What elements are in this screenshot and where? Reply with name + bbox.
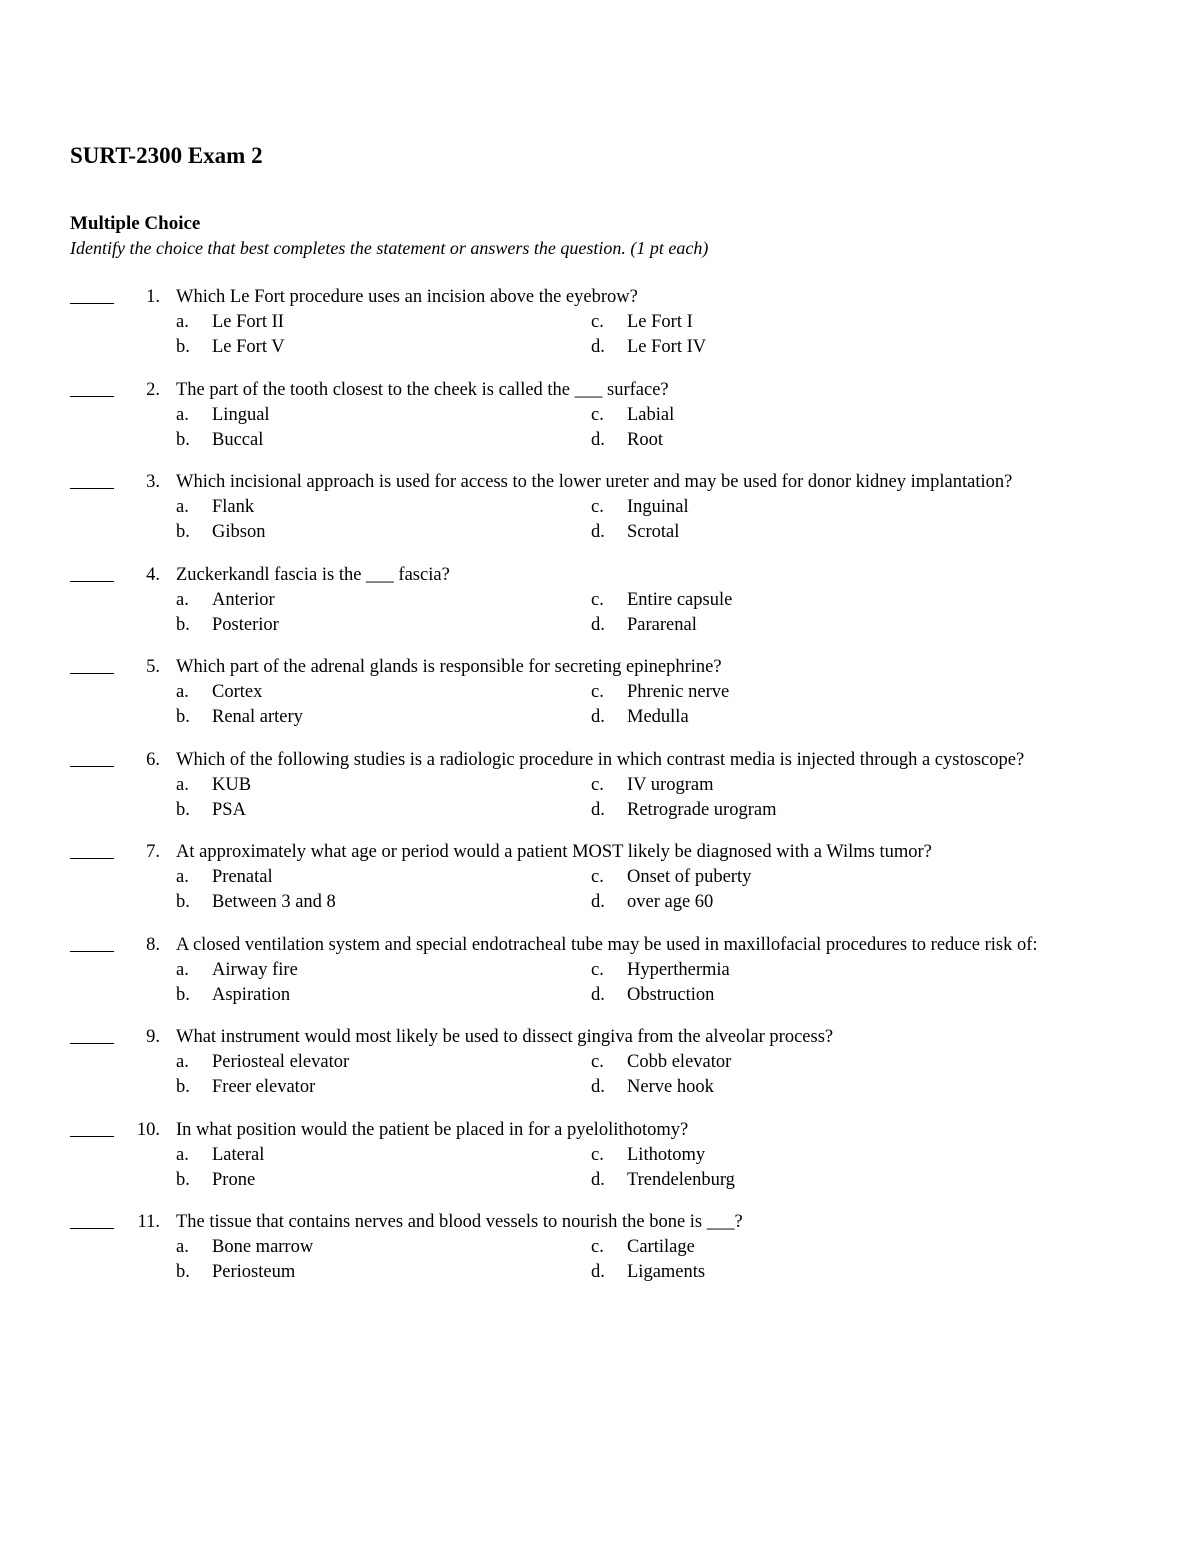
option-text: Periosteal elevator: [212, 1052, 350, 1072]
question-text: Which part of the adrenal glands is responsible for secreting epinephrine?: [176, 657, 722, 677]
option-text: Periosteum: [212, 1262, 296, 1282]
option-text: Cortex: [212, 682, 263, 702]
option-letter: b.: [176, 892, 190, 912]
option-letter: b.: [176, 1077, 190, 1097]
answer-blank[interactable]: [70, 470, 114, 489]
option-a: [176, 1143, 264, 1168]
option-letter: d.: [591, 337, 605, 357]
option-letter: a.: [176, 497, 189, 517]
option-c: [591, 1050, 731, 1075]
option-text: Between 3 and 8: [212, 892, 336, 912]
option-letter: b.: [176, 1262, 190, 1282]
option-text: Le Fort V: [212, 337, 285, 357]
option-a: [176, 495, 254, 520]
question-11: [0, 1210, 1200, 1285]
option-text: Labial: [627, 404, 675, 425]
answer-options: [176, 1050, 1200, 1100]
option-letter: c.: [591, 1052, 604, 1072]
option-c: [591, 495, 689, 520]
option-c: [591, 310, 693, 335]
option-text: PSA: [212, 799, 246, 820]
question-10: [0, 1118, 1200, 1193]
instructions: Identify the choice that best completes the statement or answers the question. (1 pt each): [70, 238, 709, 258]
question-number: 1.: [146, 287, 160, 307]
question-number: 2.: [146, 379, 160, 400]
option-d: [591, 335, 706, 360]
answer-options: [176, 773, 1200, 823]
option-letter: a.: [176, 589, 189, 610]
option-d: [591, 983, 714, 1008]
option-letter: b.: [176, 429, 190, 450]
option-letter: a.: [176, 312, 189, 332]
question-2: [0, 378, 1200, 453]
option-letter: d.: [591, 1262, 605, 1282]
question-1: [0, 285, 1200, 360]
question-number: 9.: [146, 1027, 160, 1047]
question-8: [0, 933, 1200, 1008]
option-a: [176, 865, 273, 890]
option-letter: a.: [176, 774, 189, 795]
question-9: [0, 1025, 1200, 1100]
answer-blank[interactable]: [70, 1210, 114, 1229]
option-letter: b.: [176, 522, 190, 542]
answer-blank[interactable]: [70, 285, 114, 304]
option-text: Cobb elevator: [627, 1052, 732, 1072]
question-4: [0, 563, 1200, 638]
option-letter: d.: [591, 1077, 605, 1097]
option-d: [591, 1075, 714, 1100]
option-text: Bone marrow: [212, 1237, 314, 1257]
option-text: Entire capsule: [627, 589, 733, 610]
option-letter: c.: [591, 312, 604, 332]
answer-options: [176, 680, 1200, 730]
option-d: [591, 1260, 705, 1285]
option-letter: a.: [176, 867, 189, 887]
option-text: Hyperthermia: [627, 959, 730, 980]
option-c: [591, 680, 729, 705]
option-text: Posterior: [212, 614, 279, 635]
question-text: Which incisional approach is used for access to the lower ureter and may be used for donor kidney implantation?: [176, 472, 1013, 492]
option-text: over age 60: [627, 892, 714, 912]
option-text: Cartilage: [627, 1237, 695, 1257]
option-letter: c.: [591, 682, 604, 702]
section-title: Multiple Choice: [70, 213, 201, 234]
option-letter: c.: [591, 867, 604, 887]
exam-title: SURT-2300 Exam 2: [70, 143, 263, 168]
answer-options: [176, 495, 1200, 545]
question-text: At approximately what age or period would a patient MOST likely be diagnosed with a Wilms tumor?: [176, 842, 932, 862]
question-text: Zuckerkandl fascia is the ___ fascia?: [176, 564, 450, 585]
option-text: Ligaments: [627, 1262, 706, 1282]
option-b: [176, 1075, 315, 1100]
option-letter: d.: [591, 1169, 605, 1190]
answer-options: [176, 1143, 1200, 1193]
option-c: [591, 865, 751, 890]
option-d: [591, 705, 689, 730]
option-a: [176, 1050, 349, 1075]
option-letter: c.: [591, 774, 604, 795]
option-letter: b.: [176, 707, 190, 727]
option-text: Obstruction: [627, 984, 715, 1005]
question-text: The tissue that contains nerves and blood vessels to nourish the bone is ___?: [176, 1212, 743, 1232]
option-text: Buccal: [212, 429, 264, 450]
option-text: Onset of puberty: [627, 867, 752, 887]
option-c: [591, 403, 674, 428]
option-c: [591, 588, 732, 613]
option-letter: a.: [176, 404, 189, 425]
option-text: Lateral: [212, 1144, 265, 1165]
option-a: [176, 310, 284, 335]
option-text: Root: [627, 429, 663, 450]
option-text: Medulla: [627, 707, 689, 727]
question-number: 8.: [146, 934, 160, 955]
option-letter: d.: [591, 429, 605, 450]
answer-blank[interactable]: [70, 655, 114, 674]
option-text: Anterior: [212, 589, 275, 610]
option-text: Pararenal: [627, 614, 697, 635]
option-letter: d.: [591, 522, 605, 542]
question-text: In what position would the patient be placed in for a pyelolithotomy?: [176, 1119, 689, 1140]
option-a: [176, 773, 251, 798]
option-a: [176, 1235, 313, 1260]
option-b: [176, 1168, 255, 1193]
answer-blank[interactable]: [70, 563, 114, 582]
option-letter: a.: [176, 959, 189, 980]
answer-options: [176, 1235, 1200, 1285]
question-text: The part of the tooth closest to the cheek is called the ___ surface?: [176, 379, 669, 400]
question-7: [0, 840, 1200, 915]
option-text: Prenatal: [212, 867, 273, 887]
option-letter: d.: [591, 614, 605, 635]
option-text: Le Fort I: [627, 312, 693, 332]
option-letter: a.: [176, 1144, 189, 1165]
option-text: KUB: [212, 774, 252, 795]
option-d: [591, 428, 663, 453]
option-b: [176, 705, 303, 730]
option-b: [176, 613, 279, 638]
option-letter: c.: [591, 959, 604, 980]
question-5: [0, 655, 1200, 730]
answer-blank[interactable]: [70, 1025, 114, 1044]
option-letter: b.: [176, 984, 190, 1005]
option-c: [591, 1143, 705, 1168]
answer-blank[interactable]: [70, 840, 114, 859]
option-a: [176, 403, 270, 428]
option-text: Gibson: [212, 522, 266, 542]
answer-options: [176, 865, 1200, 915]
option-letter: c.: [591, 589, 604, 610]
option-b: [176, 890, 336, 915]
option-text: Freer elevator: [212, 1077, 316, 1097]
question-list: [0, 285, 1200, 1303]
answer-options: [176, 588, 1200, 638]
option-text: Inguinal: [627, 497, 689, 517]
option-b: [176, 428, 263, 453]
option-letter: c.: [591, 1237, 604, 1257]
question-text: Which of the following studies is a radiologic procedure in which contrast media is injected through a cystoscope?: [176, 749, 1025, 770]
option-text: Airway fire: [212, 959, 298, 980]
option-text: Lingual: [212, 404, 270, 425]
option-text: Lithotomy: [627, 1144, 706, 1165]
option-text: Le Fort II: [212, 312, 284, 332]
option-text: IV urogram: [627, 774, 714, 795]
question-number: 7.: [146, 842, 160, 862]
option-a: [176, 588, 275, 613]
option-d: [591, 798, 776, 823]
option-letter: d.: [591, 707, 605, 727]
question-3: [0, 470, 1200, 545]
option-c: [591, 773, 713, 798]
answer-options: [176, 403, 1200, 453]
option-b: [176, 520, 265, 545]
option-c: [591, 958, 730, 983]
option-letter: a.: [176, 1237, 189, 1257]
option-letter: d.: [591, 984, 605, 1005]
question-number: 5.: [146, 657, 160, 677]
option-d: [591, 890, 713, 915]
option-text: Phrenic nerve: [627, 682, 730, 702]
option-letter: a.: [176, 1052, 189, 1072]
question-number: 3.: [146, 472, 160, 492]
option-text: Scrotal: [627, 522, 680, 542]
option-b: [176, 335, 285, 360]
answer-options: [176, 310, 1200, 360]
option-text: Le Fort IV: [627, 337, 707, 357]
option-letter: c.: [591, 497, 604, 517]
option-letter: b.: [176, 799, 190, 820]
option-text: Aspiration: [212, 984, 291, 1005]
option-text: Prone: [212, 1169, 256, 1190]
option-letter: b.: [176, 337, 190, 357]
question-number: 4.: [146, 564, 160, 585]
option-d: [591, 520, 679, 545]
answer-options: [176, 958, 1200, 1008]
option-text: Nerve hook: [627, 1077, 714, 1097]
option-letter: c.: [591, 404, 604, 425]
question-6: [0, 748, 1200, 823]
question-text: What instrument would most likely be used to dissect gingiva from the alveolar process?: [176, 1027, 834, 1047]
option-a: [176, 680, 262, 705]
option-text: Retrograde urogram: [627, 799, 777, 820]
question-number: 11.: [137, 1212, 160, 1232]
option-c: [591, 1235, 695, 1260]
option-a: [176, 958, 298, 983]
option-letter: b.: [176, 1169, 190, 1190]
answer-blank[interactable]: [70, 933, 114, 952]
option-letter: b.: [176, 614, 190, 635]
option-letter: c.: [591, 1144, 604, 1165]
option-b: [176, 798, 246, 823]
question-text: Which Le Fort procedure uses an incision above the eyebrow?: [176, 287, 638, 307]
option-b: [176, 1260, 295, 1285]
option-b: [176, 983, 290, 1008]
option-text: Renal artery: [212, 707, 303, 727]
option-letter: d.: [591, 892, 605, 912]
option-letter: a.: [176, 682, 189, 702]
question-number: 10.: [136, 1119, 160, 1140]
option-letter: d.: [591, 799, 605, 820]
answer-blank[interactable]: [70, 378, 114, 397]
question-text: A closed ventilation system and special endotracheal tube may be used in maxillofacial procedures to reduce risk of:: [176, 934, 1038, 955]
option-d: [591, 613, 697, 638]
question-number: 6.: [146, 749, 160, 770]
answer-blank[interactable]: [70, 748, 114, 767]
option-text: Flank: [212, 497, 255, 517]
answer-blank[interactable]: [70, 1118, 114, 1137]
option-d: [591, 1168, 735, 1193]
option-text: Trendelenburg: [627, 1169, 735, 1190]
